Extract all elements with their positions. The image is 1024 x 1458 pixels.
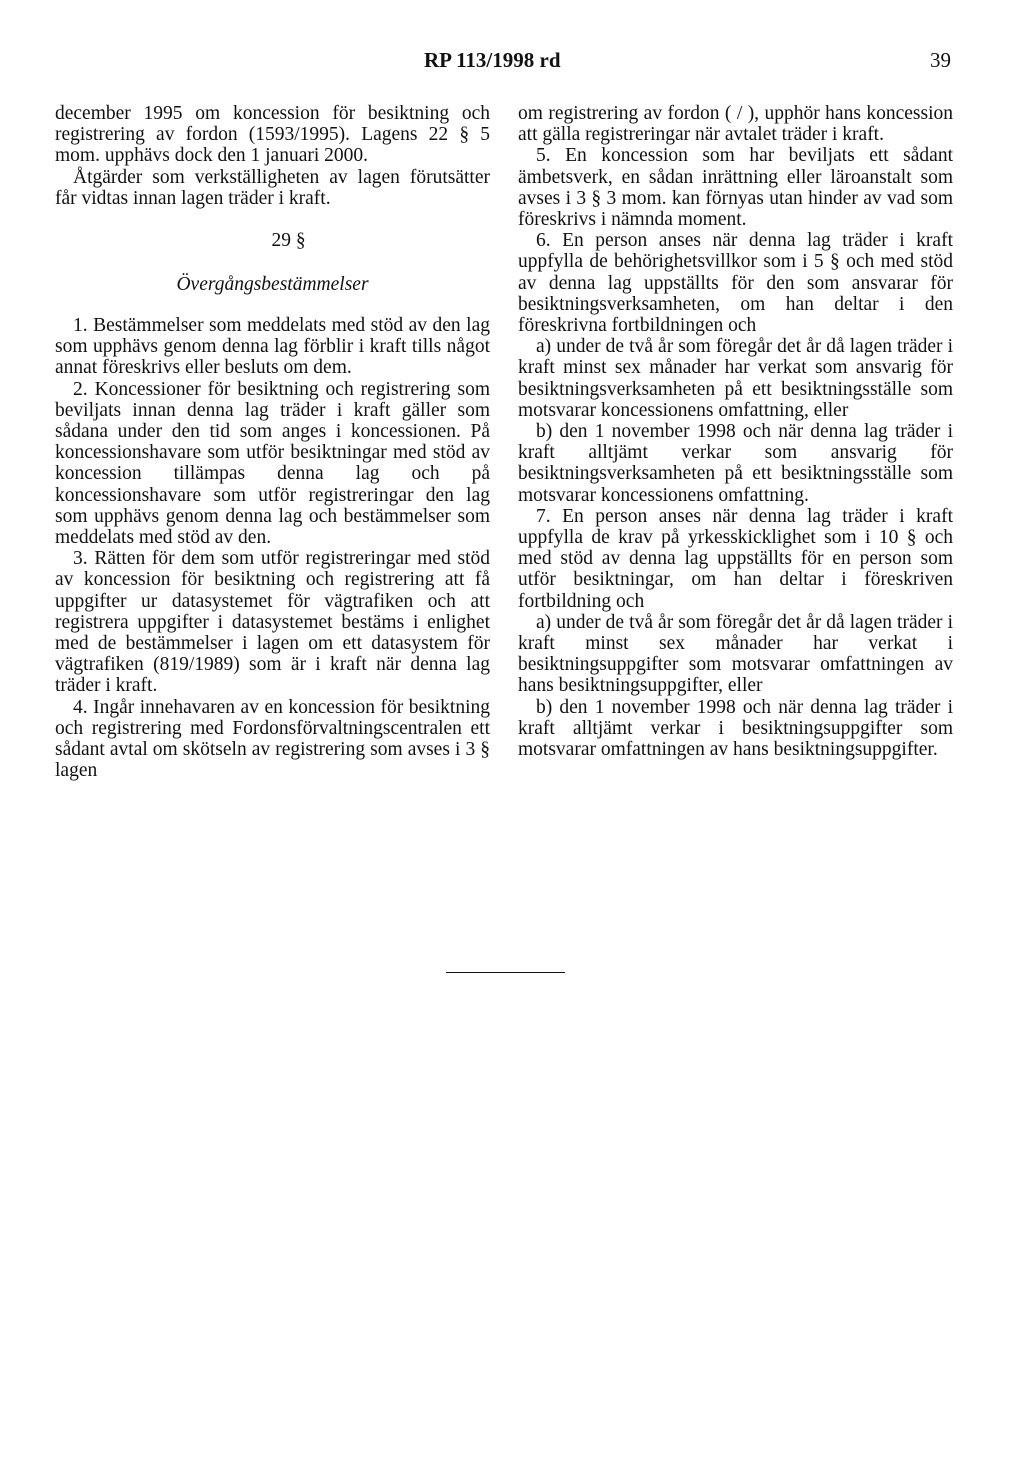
left-column bbox=[55, 103, 490, 781]
page-header bbox=[0, 48, 1024, 78]
paragraph-6: 6. En person anses när denna lag träder i kraft uppfylla de behörighetsvillkor som i 5 § och med stöd av denna lag uppställts för den som ansvarar för besiktningsverksamheten, om han deltar i den föreskrivna fortbildningen och bbox=[518, 230, 953, 337]
paragraph-intro-1: december 1995 om koncession för besiktning och registrering av fordon (1593/1995). Lagens 22 § 5 mom. upphävs dock den 1 januari 2000. bbox=[55, 103, 490, 167]
section-number: 29 § bbox=[271, 230, 306, 252]
paragraph-7: 7. En person anses när denna lag träder i kraft uppfylla de krav på yrkesskicklighet som i 10 § och med stöd av denna lag uppställts för en person som utför besiktningar, om han deltar i föreskriven fortbildning och bbox=[518, 505, 953, 612]
paragraph-continued: om registrering av fordon ( / ), upphör hans koncession att gälla registreringar när avtalet träder i kraft. bbox=[518, 103, 953, 146]
paragraph-3: 3. Rätten för dem som utför registreringar med stöd av koncession för besiktning och registrering att få uppgifter ur datasystemet för vägtrafiken och att registrera uppgifter i datasystemet bestäms i enlighet med de bestämmelser i lagen om ett datasystem för vägtrafiken (819/1989) som är i kraft när denna lag träder i kraft. bbox=[55, 548, 490, 697]
paragraph-1: 1. Bestämmelser som meddelats med stöd av den lag som upphävs genom denna lag förblir i kraft tills något annat föreskrivs eller besluts om dem. bbox=[55, 315, 490, 379]
document-id: RP 113/1998 rd bbox=[424, 48, 561, 72]
paragraph-6b: b) den 1 november 1998 och när denna lag träder i kraft alltjämt verkar som ansvarig för besiktningsverksamheten på ett besiktningsställe som motsvarar koncessionens omfattning. bbox=[518, 421, 953, 506]
section-title: Övergångsbestämmelser bbox=[176, 274, 369, 296]
paragraph-7a: a) under de två år som föregår det år då lagen träder i kraft minst sex månader har verkat i besiktningsuppgifter som motsvarar omfattningen av hans besiktningsuppgifter, eller bbox=[518, 611, 953, 697]
paragraph-6a: a) under de två år som föregår det år då lagen träder i kraft minst sex månader har verkat som ansvarig för besiktningsverksamheten på ett besiktningsställe som motsvarar koncessionens omfattning, eller bbox=[518, 336, 953, 421]
paragraph-5: 5. En koncession som har beviljats ett sådant ämbetsverk, en sådan inrättning eller läroanstalt som avses i 3 § 3 mom. kan förnyas utan hinder av vad som föreskrivs i nämnda moment. bbox=[518, 145, 953, 231]
paragraph-intro-2: Åtgärder som verkställigheten av lagen förutsätter får vidtas innan lagen träder i kraft. bbox=[55, 166, 490, 209]
end-rule bbox=[446, 972, 565, 973]
right-column bbox=[518, 103, 953, 760]
paragraph-4: 4. Ingår innehavaren av en koncession för besiktning och registrering med Fordonsförvaltningscentralen ett sådant avtal om skötseln av registrering som avses i 3 § lagen bbox=[55, 696, 490, 782]
page-number: 39 bbox=[930, 48, 951, 72]
paragraph-7b: b) den 1 november 1998 och när denna lag träder i kraft alltjämt verkar i besiktningsuppgifter som motsvarar omfattningen av hans besiktningsuppgifter. bbox=[518, 696, 953, 761]
paragraph-2: 2. Koncessioner för besiktning och registrering som beviljats innan denna lag träder i kraft gäller som sådana under den tid som anges i koncessionen. På koncessionshavare som utför besiktningar med stöd av koncession tillämpas denna lag och på koncessionshavare som utför registreringar den lag som upphävs genom denna lag och bestämmelser som meddelats med stöd av den. bbox=[55, 378, 490, 549]
